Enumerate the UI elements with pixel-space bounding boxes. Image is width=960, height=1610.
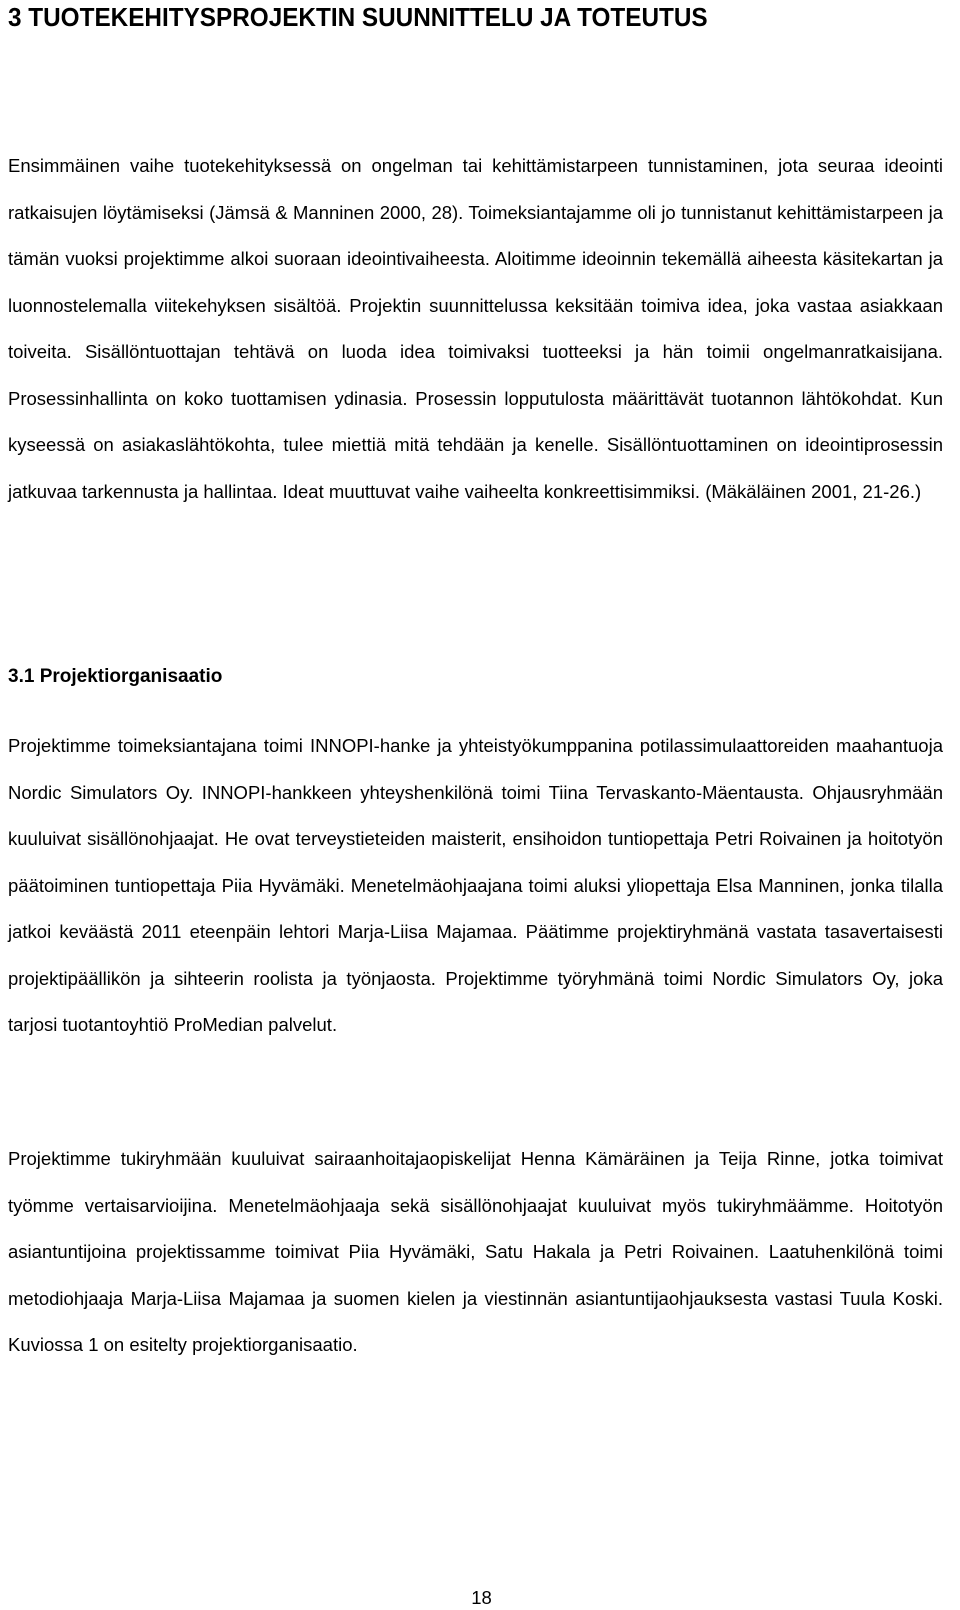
page-number: 18 bbox=[471, 1587, 492, 1608]
body-paragraph-support-group: Projektimme tukiryhmään kuuluivat sairaanhoitajaopiskelijat Henna Kämäräinen ja Teija Rinne, jotka toimivat työmme vertaisarvioijina. Menetelmäohjaaja sekä sisällönohjaajat kuuluivat myös tukiryhmäämme. Hoitotyön asiantuntijoina projektissamme toimivat Piia Hyvämäki, Satu Hakala ja Petri Roivainen. Laatuhenkilönä toimi metodiohjaaja Marja-Liisa Majamaa ja suomen kielen ja viestinnän asiantuntijaohjauksesta vastasi Tuula Koski. Kuviossa 1 on esitelty projektiorganisaatio. bbox=[8, 1148, 943, 1355]
body-paragraph-intro: Ensimmäinen vaihe tuotekehityksessä on ongelman tai kehittämistarpeen tunnistaminen, jota seuraa ideointi ratkaisujen löytämiseksi (Jämsä & Manninen 2000, 28). Toimeksiantajamme oli jo tunnistanut kehittämistarpeen ja tämän vuoksi projektimme alkoi suoraan ideointivaiheesta. Aloitimme ideoinnin tekemällä aiheesta käsitekartan ja luonnostelemalla viitekehyksen sisältöä. Projektin suunnittelussa keksitään toimiva idea, joka vastaa asiakkaan toiveita. Sisällöntuottajan tehtävä on luoda idea toimivaksi tuotteeksi ja hän toimii ongelmanratkaisijana. Prosessinhallinta on koko tuottamisen ydinasia. Prosessin lopputulosta määrittävät tuotannon lähtökohdat. Kun kyseessä on asiakaslähtökohta, tulee miettiä mitä tehdään ja kenelle. Sisällöntuottaminen on ideointiprosessin jatkuvaa tarkennusta ja hallintaa. Ideat muuttuvat vaihe vaiheelta konkreettisimmiksi. (Mäkäläinen 2001, 21-26.) bbox=[8, 155, 943, 502]
body-paragraph-organization: Projektimme toimeksiantajana toimi INNOPI-hanke ja yhteistyökumppanina potilassimulaattoreiden maahantuoja Nordic Simulators Oy. INNOPI-hankkeen yhteyshenkilönä toimi Tiina Tervaskanto-Mäentausta. Ohjausryhmään kuuluivat sisällönohjaajat. He ovat terveystieteiden maisterit, ensihoidon tuntiopettaja Petri Roivainen ja hoitotyön päätoiminen tuntiopettaja Piia Hyvämäki. Menetelmäohjaajana toimi aluksi yliopettaja Elsa Manninen, jonka tilalla jatkoi keväästä 2011 eteenpäin lehtori Marja-Liisa Majamaa. Päätimme projektiryhmänä vastata tasavertaisesti projektipäällikön ja sihteerin roolista ja työnjaosta. Projektimme työryhmänä toimi Nordic Simulators Oy, joka tarjosi tuotantoyhtiö ProMedian palvelut. bbox=[8, 735, 943, 1035]
document-page bbox=[8, 0, 943, 1610]
section-title: 3.1 Projektiorganisaatio bbox=[8, 666, 223, 687]
chapter-title: 3 TUOTEKEHITYSPROJEKTIN SUUNNITTELU JA TOTEUTUS bbox=[8, 2, 708, 32]
